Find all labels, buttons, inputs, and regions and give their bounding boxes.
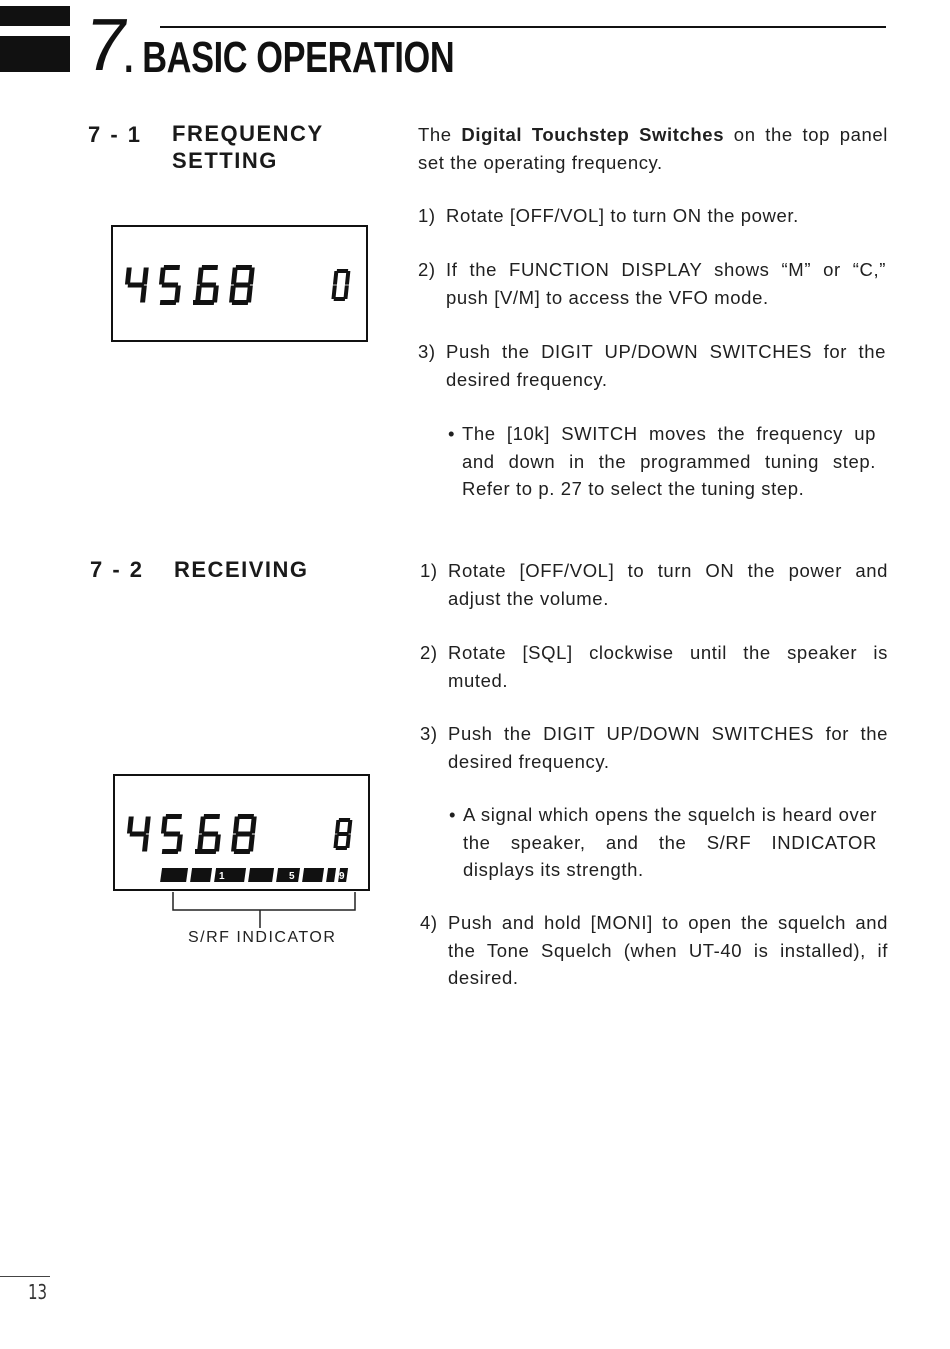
- lcd-segment: [237, 814, 254, 819]
- lcd-segment: [246, 286, 253, 303]
- lcd-segment: [164, 832, 181, 837]
- lcd-segment: [200, 283, 217, 288]
- lcd-segment: [197, 835, 204, 852]
- lcd-segment: [333, 271, 338, 285]
- header-rule: [160, 26, 886, 28]
- lcd-segments: [115, 776, 372, 893]
- step-item: [420, 557, 888, 612]
- step-item: [420, 639, 888, 694]
- meter-segment: [326, 868, 336, 882]
- lcd-segment: [231, 835, 238, 852]
- lcd-segment: [142, 268, 149, 285]
- lcd-segment: [250, 817, 257, 834]
- lcd-display-frequency: [111, 225, 368, 342]
- lcd-segment: [343, 285, 348, 299]
- lcd-segment: [127, 817, 134, 834]
- page-number: 13: [28, 1280, 48, 1304]
- lcd-segment: [333, 834, 338, 848]
- lcd-segment: [198, 300, 215, 305]
- step-number: 3): [418, 341, 436, 362]
- lcd-segment: [201, 265, 218, 270]
- bullet-note: [448, 420, 876, 503]
- lcd-segments: [113, 227, 370, 344]
- lcd-segment: [335, 820, 340, 834]
- step-text: Rotate [OFF/VOL] to turn ON the power.: [446, 205, 799, 226]
- lcd-segment: [142, 835, 149, 852]
- step-number: 2): [420, 642, 438, 663]
- step-item: [418, 256, 886, 311]
- lcd-segment: [160, 300, 177, 305]
- bullet-text: The [10k] SWITCH moves the frequency up and down in the programmed tuning step. Refer to p. 27 to select the tuning step.: [462, 423, 876, 499]
- lcd-segment: [212, 286, 219, 303]
- lcd-digit: [229, 265, 255, 305]
- meter-segment: [190, 868, 212, 882]
- lcd-segment: [234, 849, 251, 854]
- lcd-segment: [236, 832, 253, 837]
- lcd-segment: [130, 832, 147, 837]
- lcd-segment: [125, 268, 132, 285]
- section-number-7-2: 7 - 2: [90, 557, 145, 582]
- section-title-line: SETTING: [172, 148, 278, 173]
- lcd-segment: [162, 849, 179, 854]
- lcd-segment: [174, 286, 181, 303]
- lcd-segment: [331, 285, 336, 299]
- lcd-digit: [125, 268, 149, 303]
- lcd-segment: [248, 835, 255, 852]
- step-text: Rotate [OFF/VOL] to turn ON the power and adjust the volume.: [448, 560, 888, 609]
- meter-scale-label: 5: [289, 871, 295, 882]
- lcd-digit: [331, 269, 350, 301]
- lcd-digit: [197, 814, 221, 854]
- intro-text: on the top panel set the operating frequency.: [418, 124, 888, 173]
- footer-rule: [0, 1276, 50, 1277]
- lcd-segment: [345, 271, 350, 285]
- chapter-tab-marker: [0, 6, 70, 26]
- step-item: [418, 202, 886, 230]
- chapter-number: 7: [80, 3, 134, 86]
- step-item: [420, 720, 888, 775]
- lcd-segment: [200, 849, 217, 854]
- section-title-receiving: RECEIVING: [174, 557, 309, 582]
- lcd-segment: [345, 834, 350, 848]
- lcd-segment: [231, 268, 238, 285]
- lcd-segment: [347, 820, 352, 834]
- lcd-digit: [231, 814, 257, 854]
- lcd-segment: [176, 835, 183, 852]
- indicator-label: S/RF INDICATOR: [188, 929, 337, 946]
- lcd-segment: [234, 283, 251, 288]
- lcd-segment: [229, 286, 236, 303]
- lcd-segment: [235, 265, 252, 270]
- section-number-7-1: 7 - 1: [88, 122, 143, 147]
- bullet-dot: •: [449, 804, 457, 825]
- step-item: [420, 909, 888, 992]
- bullet-text: A signal which opens the squelch is heard over the speaker, and the S/RF INDICATOR displays its strength.: [463, 804, 877, 880]
- lcd-digit: [127, 817, 151, 852]
- section-title-frequency-setting: [172, 120, 324, 174]
- lcd-segment: [195, 286, 202, 303]
- lcd-segment: [163, 265, 180, 270]
- step-number: 3): [420, 723, 438, 744]
- bullet-note: [449, 801, 877, 884]
- step-number: 1): [420, 560, 438, 581]
- lcd-segment: [232, 300, 249, 305]
- section-title-line: FREQUENCY: [172, 121, 324, 146]
- step-number: 1): [418, 205, 436, 226]
- step-text: Rotate [SQL] clockwise until the speaker is muted.: [448, 642, 888, 691]
- step-text: Push the DIGIT UP/DOWN SWITCHES for the desired frequency.: [448, 723, 888, 772]
- meter-scale-label: 1: [219, 871, 225, 882]
- lcd-segment: [144, 817, 151, 834]
- lcd-segment: [214, 835, 221, 852]
- lcd-segment: [161, 817, 168, 834]
- step-text: Push the DIGIT UP/DOWN SWITCHES for the desired frequency.: [446, 341, 886, 390]
- lcd-segment: [199, 817, 206, 834]
- chapter-tab-marker: [0, 36, 70, 72]
- lcd-display-receiving: [113, 774, 370, 891]
- intro-paragraph: [418, 121, 888, 176]
- meter-segment: [248, 868, 274, 882]
- step-text: Push and hold [MONI] to open the squelch and the Tone Squelch (when UT-40 is installed), if desired.: [448, 912, 888, 988]
- intro-text: The: [418, 124, 462, 145]
- lcd-segment: [337, 832, 349, 836]
- step-item: [418, 338, 886, 393]
- lcd-segment: [140, 286, 147, 303]
- meter-segment: [160, 868, 188, 882]
- lcd-segment: [202, 832, 219, 837]
- lcd-segment: [203, 814, 220, 819]
- meter-scale-label: 9: [339, 871, 345, 882]
- indicator-bracket: [170, 890, 360, 930]
- lcd-digit: [159, 265, 181, 305]
- intro-bold-text: Digital Touchstep Switches: [461, 124, 725, 145]
- lcd-segment: [233, 817, 240, 834]
- lcd-segment: [197, 268, 204, 285]
- lcd-segment: [248, 268, 255, 285]
- lcd-digit: [161, 814, 183, 854]
- lcd-segment: [162, 283, 179, 288]
- lcd-digit: [195, 265, 219, 305]
- meter-segment: [302, 868, 324, 882]
- bullet-dot: •: [448, 423, 456, 444]
- lcd-segment: [165, 814, 182, 819]
- chapter-title: . BASIC OPERATION: [124, 33, 455, 82]
- lcd-segment: [159, 268, 166, 285]
- step-text: If the FUNCTION DISPLAY shows “M” or “C,” push [V/M] to access the VFO mode.: [446, 259, 886, 308]
- step-number: 4): [420, 912, 438, 933]
- lcd-digit: [333, 818, 352, 850]
- step-number: 2): [418, 259, 436, 280]
- lcd-segment: [128, 283, 145, 288]
